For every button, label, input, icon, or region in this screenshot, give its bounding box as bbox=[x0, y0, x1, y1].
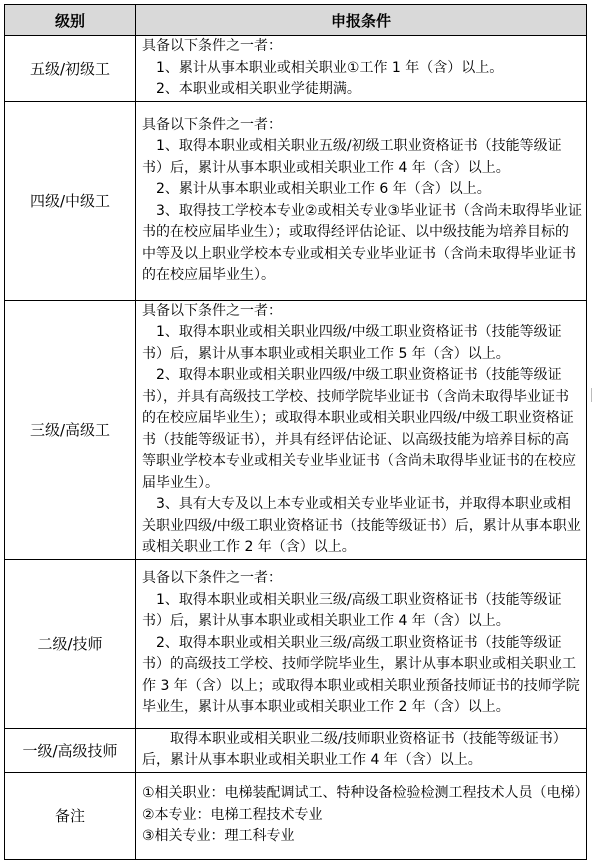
level-cell: 五级/初级工 bbox=[5, 36, 136, 102]
condition-item: 2、取得本职业或相关职业三级/高级工职业资格证书（技能等级证书）的高级技工学校、技师学院毕业生，累计从事本职业或相关职业工作 3 年（含）以上；或取得本职业或相关职业预备技师证书的技师学院毕业生，累计从事本职业或相关职业工作 2 年（含）以上。 bbox=[142, 634, 580, 716]
note-item: ②本专业：电梯工程技术专业 bbox=[142, 806, 323, 823]
condition-item: 取得本职业或相关职业二级/技师职业资格证书（技能等级证书）后，累计从事本职业或相关职业工作 4 年（含）以上。 bbox=[142, 730, 567, 768]
level-cell: 三级/高级工 bbox=[5, 300, 136, 559]
table-row bbox=[5, 36, 587, 102]
condition-item: 2、累计从事本职业或相关职业工作 6 年（含）以上。 bbox=[156, 181, 491, 197]
level-cell: 四级/中级工 bbox=[5, 101, 136, 300]
conditions-intro: 具备以下条件之一者： bbox=[142, 38, 282, 54]
conditions-intro: 具备以下条件之一者： bbox=[142, 302, 282, 319]
requirements-table bbox=[4, 4, 587, 860]
table-row bbox=[5, 559, 587, 728]
conditions-cell bbox=[136, 300, 587, 559]
table-row bbox=[5, 772, 587, 859]
condition-item: 2、本职业或相关职业学徒期满。 bbox=[156, 81, 361, 97]
table-row bbox=[5, 101, 587, 300]
conditions-cell bbox=[136, 36, 587, 102]
conditions-intro: 具备以下条件之一者： bbox=[142, 570, 282, 587]
header-level: 级别 bbox=[5, 5, 136, 36]
condition-item: 3、具有大专及以上本专业或相关专业毕业证书，并取得本职业或相关职业四级/中级工职业资格证书（技能等级证书）后，累计从事本职业或相关职业工作 2 年（含）以上。 bbox=[142, 496, 581, 555]
level-cell: 一级/高级技师 bbox=[5, 728, 136, 772]
notes-cell bbox=[136, 772, 587, 859]
header-conditions: 申报条件 bbox=[136, 5, 587, 36]
header-row bbox=[5, 5, 587, 36]
condition-item: 1、取得本职业或相关职业三级/高级工职业资格证书（技能等级证书）后，累计从事本职业或相关职业工作 4 年（含）以上。 bbox=[142, 591, 562, 630]
table-row bbox=[5, 300, 587, 559]
table-row bbox=[5, 728, 587, 772]
level-cell: 备注 bbox=[5, 772, 136, 859]
note-item: ①相关职业：电梯装配调试工、特种设备检验检测工程技术人员（电梯） bbox=[142, 785, 589, 802]
condition-item: 1、累计从事本职业或相关职业①工作 1 年（含）以上。 bbox=[156, 59, 504, 76]
condition-item: 1、取得本职业或相关职业四级/中级工职业资格证书（技能等级证书）后，累计从事本职业或相关职业工作 5 年（含）以上。 bbox=[142, 324, 562, 362]
level-cell: 二级/技师 bbox=[5, 559, 136, 728]
note-item: ③相关专业：理工科专业 bbox=[142, 828, 295, 845]
conditions-cell bbox=[136, 101, 587, 300]
condition-item: 1、取得本职业或相关职业五级/初级工职业资格证书（技能等级证书）后，累计从事本职业或相关职业工作 4 年（含）以上。 bbox=[142, 138, 562, 176]
conditions-intro: 具备以下条件之一者： bbox=[142, 116, 282, 133]
condition-item: 2、取得本职业或相关职业四级/中级工职业资格证书（技能等级证书），并具有高级技工学校、技师学院毕业证书（含尚未取得毕业证书的在校应届毕业生）；或取得本职业或相关职业四级/中级工职业资格证书（技能等级证书），并具有经评估论证、以高级技能为培养目标的高等职业学校本专业或相关专业毕业证书（含尚未取得毕业证书的在校应届毕业生）。 bbox=[142, 367, 576, 491]
conditions-cell bbox=[136, 559, 587, 728]
condition-item: 3、取得技工学校本专业②或相关专业③毕业证书（含尚未取得毕业证书的在校应届毕业生）；或取得经评估论证、以中级技能为培养目标的中等及以上职业学校本专业或相关专业毕业证书（含尚未取得毕业证书的在校应届毕业生）。 bbox=[142, 202, 583, 283]
edge-mark bbox=[591, 388, 592, 402]
conditions-cell bbox=[136, 728, 587, 772]
